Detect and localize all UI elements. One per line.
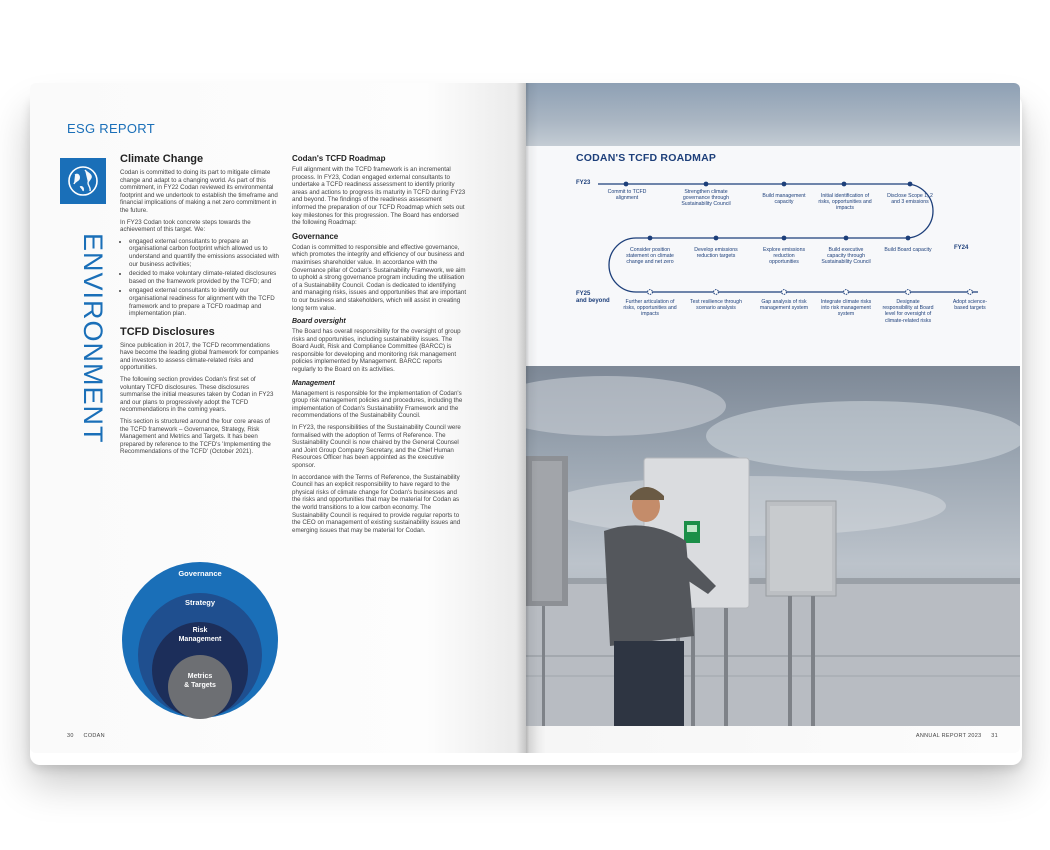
tcfd-paragraph: The following section provides Codan's first set of voluntary TCFD disclosures. These disclosures summarise the initial measures taken by Codan in FY23 and our plans to progressively adopt the TCFD recommendations in the coming years. [120, 376, 274, 414]
risk-label: Risk [192, 627, 208, 634]
milestone-dot-future [906, 290, 911, 295]
roadmap-heading: Codan's TCFD Roadmap [292, 154, 386, 163]
milestone-dot [624, 182, 629, 187]
roadmap-step: Develop emissions reduction targets [694, 247, 738, 260]
roadmap-step: Build management capacity [762, 193, 806, 206]
board-heading: Board oversight [292, 318, 346, 326]
fy23-label: FY23 [576, 180, 591, 186]
milestone-dot [782, 182, 787, 187]
strategy-label: Strategy [184, 598, 216, 607]
management-paragraph: Management is responsible for the implementation of Codan's group risk management policies and procedures, including the implementation of Codan's Sustainability Framework and the recommendations of the Sustainability Council. [292, 389, 463, 420]
left-footer [67, 733, 105, 739]
milestone-dot [906, 236, 911, 241]
milestone-dot-future [648, 290, 653, 295]
list-item: • engaged external consultants to identify our organisational readiness for alignment with the TCFD framework and to prepare a TCFD roadmap and implementation plan. [129, 287, 280, 317]
roadmap-path-diagram [526, 83, 1020, 373]
milestone-dot-future [844, 290, 849, 295]
milestone-dot-future [714, 290, 719, 295]
governance-label: Governance [178, 569, 222, 578]
left-column [120, 153, 280, 460]
climate-paragraph: Codan is committed to doing its part to mitigate climate change and adapt to a changing world. As part of this commitment, in FY22 Codan reviewed its environmental footprint and we undertook to establish the timeframe and financial implications of making a net zero commitment in the future. [120, 169, 278, 214]
roadmap-step: Initial identification of risks, opportunities and impacts [818, 193, 872, 212]
management-paragraph: In FY23, the responsibilities of the Sustainability Council were formalised with the adoption of Terms of Reference. The Sustainability Council is now chaired by the General Counsel and Joint Group Company Secretary, and the Chief Human Resources Officer has been appointed as the executive sponsor. [292, 424, 461, 469]
metrics-label: Metrics [187, 673, 213, 680]
milestone-dot [842, 182, 847, 187]
milestone-dot [714, 236, 719, 241]
governance-heading: Governance [292, 231, 339, 241]
roadmap-step: Consider position statement on climate change and net zero [626, 247, 674, 266]
roadmap-step: Gap analysis of risk management system [759, 299, 809, 312]
tcfd-paragraph: This section is structured around the four core areas of the TCFD framework – Governance, Strategy, Risk Management and Metrics and Targets. It has been prepared by reference to the TCFD's 'Implementing the Recommendations of the TCFD' (October 2021). [120, 418, 271, 456]
roadmap-title: CODAN'S TCFD ROADMAP [576, 152, 717, 164]
footer-brand: CODAN [83, 733, 105, 739]
roadmap-step: Build executive capacity through Sustainability Council [821, 247, 871, 266]
milestone-dot [844, 236, 849, 241]
governance-paragraph: Codan is committed to responsible and effective governance, which promotes the integrity and efficiency of our business and maximises shareholder value. In accordance with the Governance pillar of Codan's Sustainability Framework, we aim to uphold a strong governance program including the utilisation of a Sustainability Council. Codan is dedicated to identifying and managing risks, issues and opportunities that are important to our business and stakeholders, which will assist in creating long term value. [292, 243, 467, 312]
risk-label-line2: Management [178, 636, 222, 643]
tcfd-heading: TCFD Disclosures [120, 325, 215, 338]
right-page [526, 83, 1020, 753]
milestone-dot-future [782, 290, 787, 295]
footer-report-title: ANNUAL REPORT 2023 [915, 733, 982, 739]
section-label: ESG REPORT [67, 121, 156, 136]
list-item: • engaged external consultants to prepare an organisational carbon footprint which allowed us to understand and quantify the emissions associated with our business activities; [129, 238, 280, 268]
milestone-dot [648, 236, 653, 241]
climate-bullet-list [129, 238, 280, 318]
page-number: 31 [991, 733, 998, 739]
photo-illustration [526, 366, 1020, 726]
roadmap-step: Commit to TCFD alignment [607, 189, 647, 202]
management-paragraph: In accordance with the Terms of Reference, the Sustainability Council has an explicit responsibility to have regard to the physical risks of climate change for Codan's businesses and the risks and opportunities that may be material for Codan as the world transitions to a low carbon economy. The Sustainability Council is required to provide regular reports to the CEO on management of existing sustainability issues and emerging issues that may be material for Codan. [292, 473, 461, 534]
roadmap-step: Integrate climate risks into risk management system [820, 299, 872, 318]
metrics-label-line2: & Targets [184, 682, 216, 689]
fy25-label-line2: and beyond [576, 298, 610, 304]
roadmap-step: Designate responsibility at Board level for oversight of climate-related risks [882, 299, 934, 324]
roadmap-step: Strengthen climate governance through Sustainability Council [681, 189, 731, 208]
board-paragraph: The Board has overall responsibility for the oversight of group risks and opportunities, including sustainability issues. The Board Audit, Risk and Compliance Committee (BARCC) is responsible for developing and monitoring risk management policies implemented by Management. BARCC reports regularly to the Board on its activities. [292, 328, 461, 374]
right-footer [916, 733, 998, 739]
fy24-label: FY24 [954, 245, 969, 251]
left-page [30, 83, 526, 753]
rooftop-photo [526, 366, 1020, 726]
roadmap-step: Disclose Scope 1, 2 and 3 emissions [887, 193, 933, 206]
climate-heading: Climate Change [120, 153, 204, 165]
vertical-section-title: ENVIRONMENT [78, 233, 108, 444]
tcfd-paragraph: Since publication in 2017, the TCFD recommendations have become the leading global framework for companies and investors to assess climate-related risks and opportunities. [120, 341, 279, 372]
milestone-dot [908, 182, 913, 187]
milestone-dot [704, 182, 709, 187]
page-number: 30 [67, 733, 74, 739]
climate-paragraph: In FY23 Codan took concrete steps towards the achievement of this target. We: [120, 218, 251, 234]
book-gutter [516, 83, 538, 753]
milestone-dot-future [968, 290, 973, 295]
fy25-label: FY25 [576, 291, 591, 297]
tcfd-circles-diagram [120, 560, 280, 720]
management-heading: Management [292, 379, 335, 387]
roadmap-step: Adopt science-based targets [952, 299, 988, 312]
roadmap-step: Further articulation of risks, opportunities and impacts [623, 299, 677, 318]
roadmap-paragraph: Full alignment with the TCFD framework is an incremental process. In FY23, Codan engaged external consultants to undertake a TCFD readiness assessment to identify priority areas and actions to progress its maturity in TCFD during FY23 and beyond. The findings of the readiness assessment informed the preparation of our TCFD Roadmap which sets out key milestones for this progression. The Board has endorsed the following Roadmap: [292, 166, 466, 227]
milestone-dot [782, 236, 787, 241]
list-item: • decided to make voluntary climate-related disclosures based on the framework provided by the TCFD; and [129, 270, 280, 285]
roadmap-step: Build Board capacity [884, 247, 932, 253]
right-column [292, 149, 467, 538]
roadmap-step: Test resilience through scenario analysis [690, 299, 742, 312]
globe-icon [60, 158, 106, 204]
roadmap-step: Explore emissions reduction opportunities [762, 247, 806, 266]
